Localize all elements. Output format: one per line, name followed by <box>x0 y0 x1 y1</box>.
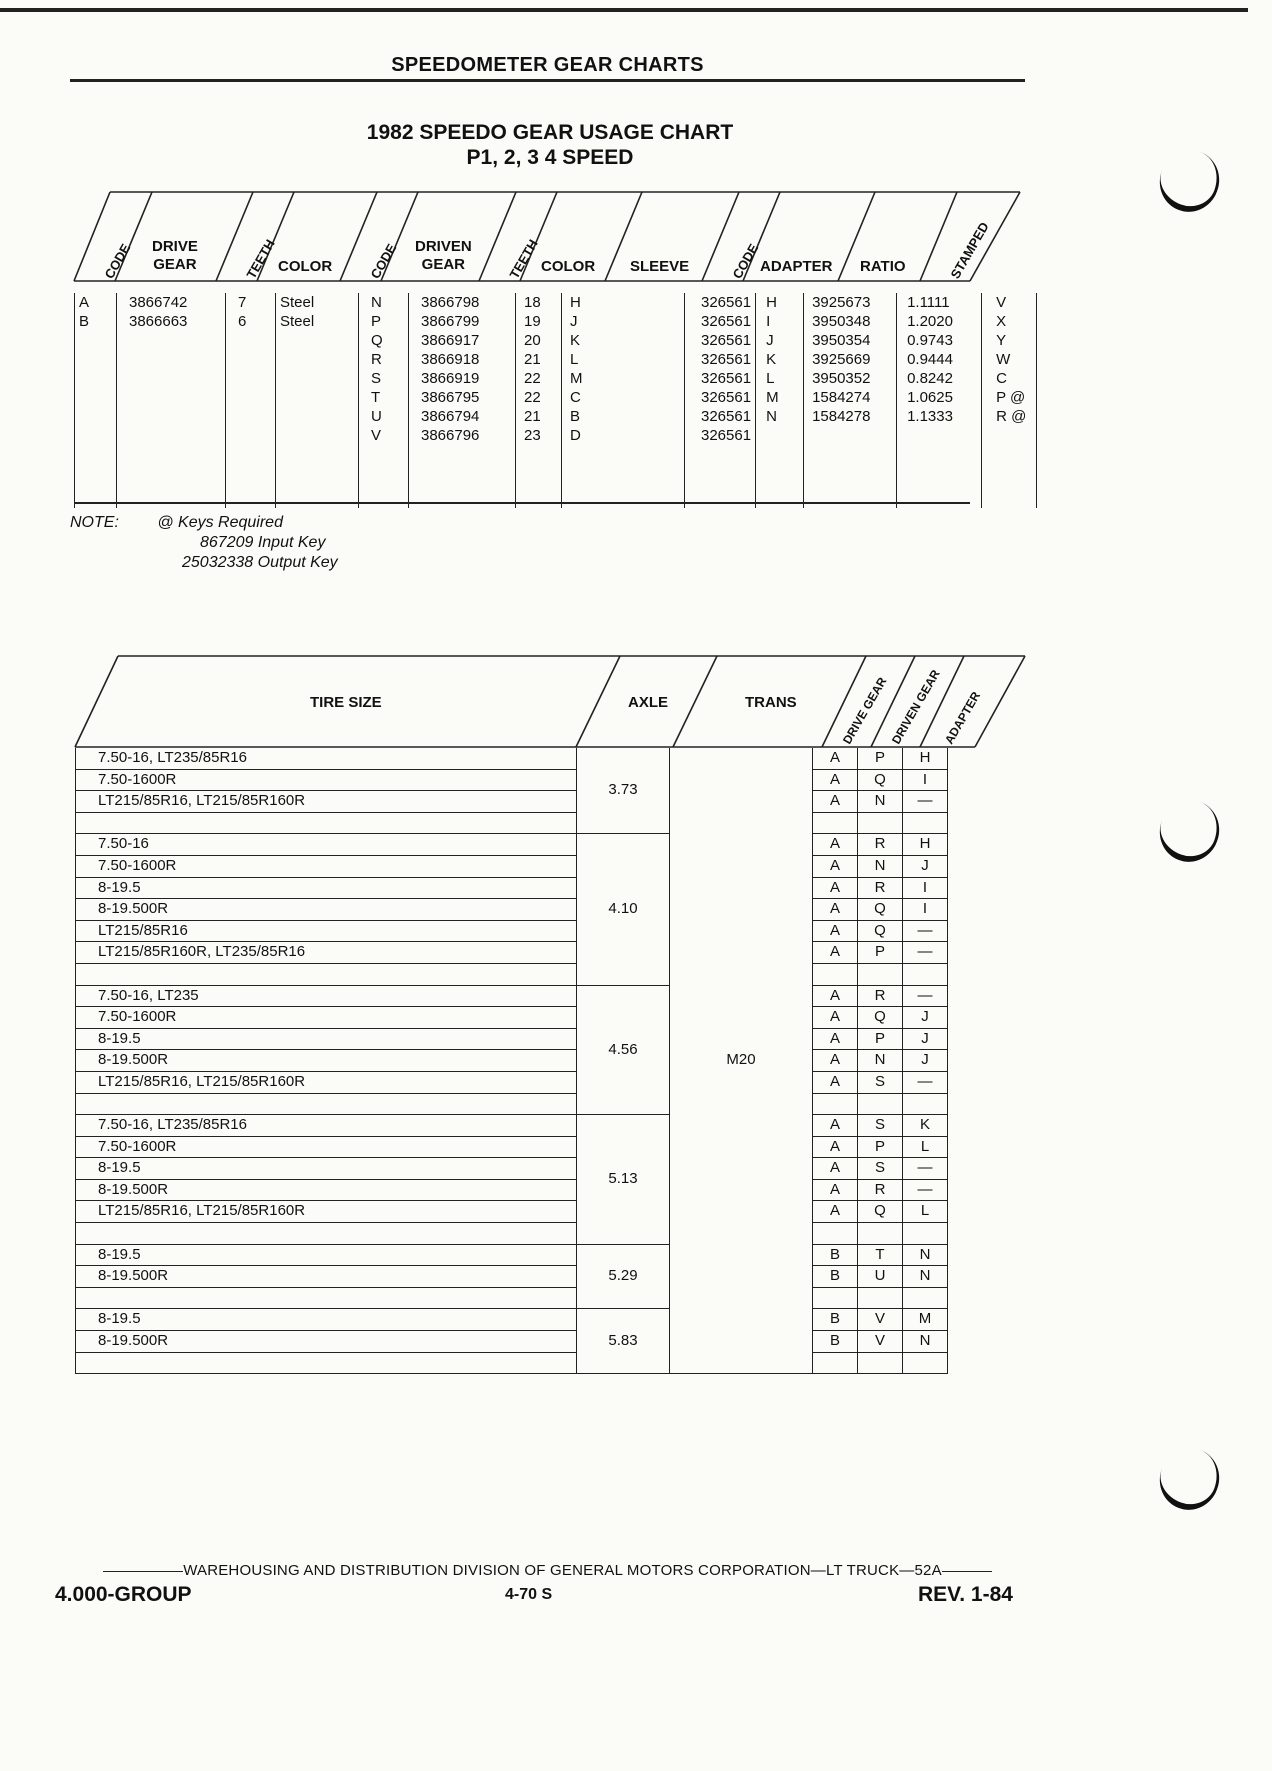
axle-cell: 5.83 <box>577 1309 670 1374</box>
adapter-cell <box>903 1287 948 1309</box>
sleeve-col: 326561 326561 326561 326561 326561 326561 326561 326561 <box>685 293 756 508</box>
drive-code-col: A B <box>75 293 117 508</box>
footer-line <box>70 1562 1025 1579</box>
axle-cell: 4.10 <box>577 834 670 985</box>
hdr-color: COLOR <box>278 258 333 275</box>
adapter-cell: N <box>903 1244 948 1266</box>
page-title: SPEEDOMETER GEAR CHARTS <box>391 54 704 76</box>
hdr-adapter-code: CODE <box>729 241 762 282</box>
table-row <box>76 1136 948 1158</box>
axle-cell: 5.13 <box>577 1115 670 1245</box>
drive-teeth-col: 7 6 <box>226 293 276 508</box>
chart-title-line1: 1982 SPEEDO GEAR USAGE CHART <box>366 121 734 144</box>
hdr-drive-gear-2: DRIVE GEAR <box>839 674 890 747</box>
adapter-cell: I <box>903 769 948 791</box>
table-row <box>76 791 948 813</box>
tire-size-cell: 7.50-1600R <box>76 855 577 877</box>
driven-color-col: H J K L M C B D <box>562 293 685 508</box>
hdr-ratio: RATIO <box>860 258 906 275</box>
table-row <box>76 1287 948 1309</box>
tire-size-cell: LT215/85R16, LT215/85R160R <box>76 1201 577 1223</box>
driven-gear-cell: R <box>858 834 903 856</box>
drive-gear-cell: B <box>813 1331 858 1353</box>
table-row <box>76 1007 948 1029</box>
tire-size-cell: 8-19.500R <box>76 899 577 921</box>
table-row <box>76 985 948 1007</box>
driven-gear-cell: T <box>858 1244 903 1266</box>
adapter-cell: — <box>903 920 948 942</box>
axle-cell: 5.29 <box>577 1244 670 1309</box>
tire-size-cell: 8-19.5 <box>76 1158 577 1180</box>
driven-gear-cell: Q <box>858 769 903 791</box>
driven-gear-cell: Q <box>858 899 903 921</box>
driven-gear-cell: P <box>858 1136 903 1158</box>
drive-color-col: Steel Steel <box>276 293 359 508</box>
table-row <box>76 920 948 942</box>
tire-size-cell <box>76 1223 577 1245</box>
tire-header-lines <box>0 0 1272 760</box>
drive-gear-cell <box>813 1287 858 1309</box>
drive-gear-cell: A <box>813 899 858 921</box>
adapter-cell <box>903 963 948 985</box>
table-row <box>76 1201 948 1223</box>
drive-gear-cell: A <box>813 1136 858 1158</box>
drive-gear-cell <box>813 1352 858 1374</box>
adapter-cell: K <box>903 1115 948 1137</box>
driven-gear-cell: V <box>858 1309 903 1331</box>
table-row <box>76 1309 948 1331</box>
driven-gear-cell: Q <box>858 1007 903 1029</box>
driven-gear-cell: R <box>858 877 903 899</box>
table-row <box>76 1071 948 1093</box>
adapter-cell: M <box>903 1309 948 1331</box>
drive-gear-cell: B <box>813 1266 858 1288</box>
adapter-cell <box>903 1223 948 1245</box>
driven-gear-cell: S <box>858 1158 903 1180</box>
tire-size-cell: 7.50-16, LT235/85R16 <box>76 1115 577 1137</box>
driven-gear-cell: R <box>858 1179 903 1201</box>
drive-gear-cell <box>813 1093 858 1115</box>
driven-gear-cell: U <box>858 1266 903 1288</box>
hdr-driven-line2: GEAR <box>421 256 466 273</box>
adapter-cell: I <box>903 877 948 899</box>
driven-gear-cell: N <box>858 791 903 813</box>
drive-gear-cell: B <box>813 1244 858 1266</box>
drive-gear-cell: A <box>813 985 858 1007</box>
hdr-drive-line2: GEAR <box>153 256 197 273</box>
adapter-cell: J <box>903 1028 948 1050</box>
footer-revision: REV. 1-84 <box>918 1583 1013 1606</box>
drive-gear-cell: A <box>813 769 858 791</box>
binder-hole-3 <box>1151 1440 1228 1518</box>
tire-size-cell: 7.50-1600R <box>76 1007 577 1029</box>
hdr-driven-line1: DRIVEN <box>415 238 472 255</box>
tire-size-cell: 7.50-1600R <box>76 1136 577 1158</box>
adapter-cell <box>903 812 948 834</box>
tire-table <box>75 748 948 1374</box>
table-row <box>76 1050 948 1072</box>
drive-gear-cell: A <box>813 855 858 877</box>
note-label: NOTE: <box>70 514 119 531</box>
driven-gear-cell: V <box>858 1331 903 1353</box>
adapter-cell <box>903 1352 948 1374</box>
note-line2: 867209 Input Key <box>200 534 326 551</box>
tire-size-cell: LT215/85R16 <box>76 920 577 942</box>
tire-size-cell: LT215/85R16, LT215/85R160R <box>76 1071 577 1093</box>
hdr-trans: TRANS <box>745 694 797 711</box>
drive-gear-cell: A <box>813 877 858 899</box>
adapter-cell: — <box>903 1071 948 1093</box>
driven-teeth-col: 18 19 20 21 22 22 21 23 <box>516 293 562 508</box>
drive-gear-col: 3866742 3866663 <box>117 293 226 508</box>
driven-gear-cell: P <box>858 942 903 964</box>
adapter-cell: — <box>903 985 948 1007</box>
hdr-axle: AXLE <box>628 694 669 711</box>
driven-gear-cell: N <box>858 855 903 877</box>
table-row <box>76 1266 948 1288</box>
tire-size-cell <box>76 1093 577 1115</box>
footer-dash-left <box>103 1571 183 1572</box>
drive-gear-cell: A <box>813 834 858 856</box>
adapter-cell: — <box>903 1158 948 1180</box>
drive-gear-cell: A <box>813 791 858 813</box>
driven-gear-col: 3866798 3866799 3866917 3866918 3866919 3866795 3866794 3866796 <box>409 293 516 508</box>
table-row <box>76 942 948 964</box>
table-row <box>76 1244 948 1266</box>
drive-gear-cell <box>813 963 858 985</box>
footer-dash-right <box>942 1571 992 1572</box>
driven-code-col: N P Q R S T U V <box>359 293 409 508</box>
hdr-stamped: STAMPED <box>947 219 992 282</box>
driven-gear-cell <box>858 1093 903 1115</box>
tire-size-cell: 8-19.500R <box>76 1266 577 1288</box>
driven-gear-cell: Q <box>858 920 903 942</box>
drive-gear-cell: A <box>813 1028 858 1050</box>
drive-gear-cell: A <box>813 1158 858 1180</box>
tire-size-cell: 7.50-16, LT235/85R16 <box>76 748 577 769</box>
driven-gear-cell: S <box>858 1115 903 1137</box>
trans-cell: M20 <box>670 748 813 1374</box>
drive-gear-cell <box>813 812 858 834</box>
table-row <box>76 1352 948 1374</box>
tire-table-header <box>0 0 1272 760</box>
hdr-tire-size: TIRE SIZE <box>310 694 382 711</box>
adapter-code-col: H I J K L M N <box>756 293 804 508</box>
tire-size-cell: 8-19.500R <box>76 1050 577 1072</box>
note-line1: @ Keys Required <box>157 514 283 531</box>
driven-gear-cell: S <box>858 1071 903 1093</box>
driven-gear-cell: Q <box>858 1201 903 1223</box>
tire-size-cell: 8-19.5 <box>76 877 577 899</box>
binder-hole-2 <box>1151 792 1228 870</box>
adapter-number-col: 3925673 3950348 3950354 3925669 3950352 1584274 1584278 <box>804 293 897 508</box>
ratio-col: 1.1111 1.2020 0.9743 0.9444 0.8242 1.0625 1.1333 <box>897 293 982 508</box>
hdr-driven-gear-2: DRIVEN GEAR <box>888 667 943 747</box>
tire-size-cell: 8-19.5 <box>76 1028 577 1050</box>
hdr-driven-teeth: TEETH <box>506 236 541 282</box>
adapter-cell: H <box>903 748 948 769</box>
tire-size-cell: 7.50-16, LT235 <box>76 985 577 1007</box>
hdr-driven-color: COLOR <box>541 258 596 275</box>
tire-size-cell: LT215/85R160R, LT235/85R16 <box>76 942 577 964</box>
table-row <box>76 748 948 769</box>
adapter-cell: — <box>903 791 948 813</box>
drive-gear-cell: A <box>813 1179 858 1201</box>
adapter-cell <box>903 1093 948 1115</box>
adapter-cell: L <box>903 1201 948 1223</box>
driven-gear-cell <box>858 1223 903 1245</box>
tire-size-cell <box>76 963 577 985</box>
drive-gear-cell: A <box>813 942 858 964</box>
drive-gear-cell: A <box>813 1050 858 1072</box>
adapter-cell: N <box>903 1331 948 1353</box>
tire-size-cell: 8-19.500R <box>76 1179 577 1201</box>
table-row <box>76 963 948 985</box>
table-row <box>76 1093 948 1115</box>
tire-size-cell <box>76 1287 577 1309</box>
hdr-drive-line1: DRIVE <box>152 238 198 255</box>
driven-gear-cell <box>858 1287 903 1309</box>
tire-size-cell: 7.50-16 <box>76 834 577 856</box>
tire-size-cell: 8-19.5 <box>76 1309 577 1331</box>
hdr-code: CODE <box>101 241 134 282</box>
hdr-adapter: ADAPTER <box>760 258 833 275</box>
hdr-sleeve: SLEEVE <box>630 258 690 275</box>
adapter-cell: I <box>903 899 948 921</box>
drive-gear-cell: A <box>813 920 858 942</box>
drive-gear-cell: A <box>813 1115 858 1137</box>
adapter-cell: J <box>903 1007 948 1029</box>
drive-gear-cell: A <box>813 748 858 769</box>
adapter-cell: J <box>903 1050 948 1072</box>
table-row <box>76 899 948 921</box>
footer-page-number: 4-70 S <box>505 1586 553 1603</box>
tire-size-cell: 7.50-1600R <box>76 769 577 791</box>
driven-gear-cell: P <box>858 1028 903 1050</box>
table-row <box>76 1158 948 1180</box>
adapter-cell: — <box>903 1179 948 1201</box>
table-row <box>76 812 948 834</box>
tire-size-cell: 8-19.5 <box>76 1244 577 1266</box>
hdr-driven-code: CODE <box>367 241 400 282</box>
hdr-adapter-2: ADAPTER <box>941 689 984 747</box>
drive-gear-cell: A <box>813 1201 858 1223</box>
table-row <box>76 769 948 791</box>
chart-title-line2: P1, 2, 3 4 SPEED <box>466 146 634 169</box>
stamped-col: V X Y W C P @ R @ <box>982 293 1037 508</box>
table-row <box>76 1179 948 1201</box>
tire-size-cell <box>76 812 577 834</box>
adapter-cell: L <box>903 1136 948 1158</box>
driven-gear-cell <box>858 812 903 834</box>
footer-group: 4.000-GROUP <box>55 1583 192 1606</box>
driven-gear-cell: P <box>858 748 903 769</box>
driven-gear-cell <box>858 963 903 985</box>
driven-gear-cell <box>858 1352 903 1374</box>
drive-gear-cell: A <box>813 1007 858 1029</box>
adapter-cell: J <box>903 855 948 877</box>
footer-text: WAREHOUSING AND DISTRIBUTION DIVISION OF GENERAL MOTORS CORPORATION—LT TRUCK—52A <box>183 1562 942 1579</box>
tire-size-cell: 8-19.500R <box>76 1331 577 1353</box>
adapter-cell: N <box>903 1266 948 1288</box>
table-row <box>76 1331 948 1353</box>
table-row <box>76 1028 948 1050</box>
table-row <box>76 1115 948 1137</box>
drive-gear-cell: A <box>813 1071 858 1093</box>
axle-cell: 3.73 <box>577 748 670 834</box>
drive-gear-cell <box>813 1223 858 1245</box>
driven-gear-cell: R <box>858 985 903 1007</box>
tire-size-cell <box>76 1352 577 1374</box>
table-row <box>76 1223 948 1245</box>
tire-size-cell: LT215/85R16, LT215/85R160R <box>76 791 577 813</box>
driven-gear-cell: N <box>858 1050 903 1072</box>
adapter-cell: H <box>903 834 948 856</box>
hdr-teeth: TEETH <box>243 236 278 282</box>
drive-gear-cell: B <box>813 1309 858 1331</box>
table-row <box>76 877 948 899</box>
note-line3: 25032338 Output Key <box>182 554 338 571</box>
table-row <box>76 834 948 856</box>
axle-cell: 4.56 <box>577 985 670 1115</box>
adapter-cell: — <box>903 942 948 964</box>
table-row <box>76 855 948 877</box>
